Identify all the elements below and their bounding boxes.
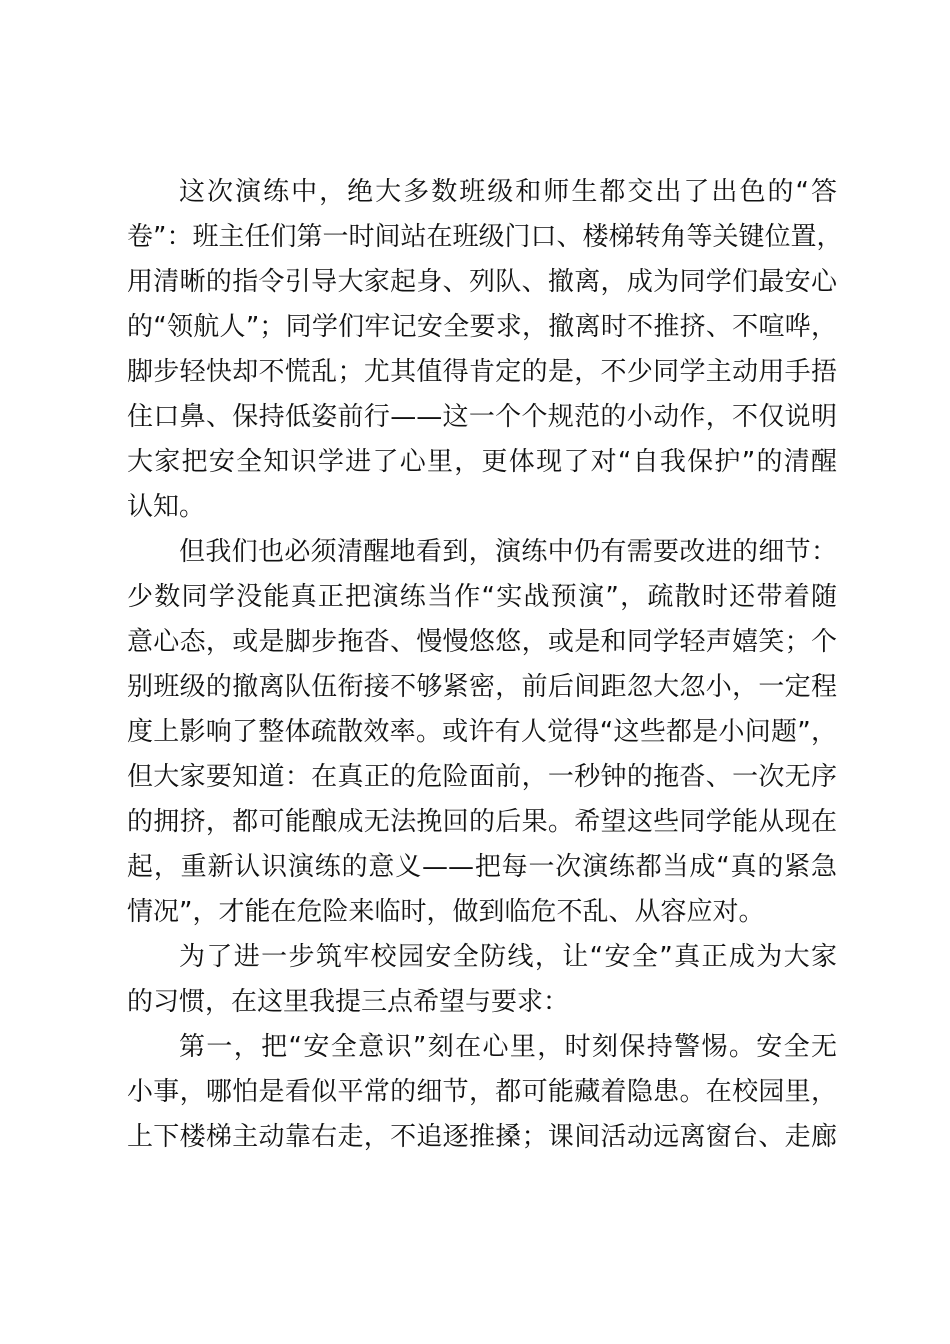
paragraph-4-line-1: 第一，把“安全意识”刻在心里，时刻保持警惕。安全无	[179, 1032, 837, 1062]
paragraph-1-line-2: 卷”：班主任们第一时间站在班级门口、楼梯转角等关键位置，	[127, 222, 843, 252]
paragraph-4-line-2: 小事，哪怕是看似平常的细节，都可能藏着隐患。在校园里，	[127, 1077, 837, 1107]
paragraph-1-line-5: 脚步轻快却不慌乱；尤其值得肯定的是，不少同学主动用手捂	[127, 357, 837, 387]
paragraph-1-line-7: 大家把安全知识学进了心里，更体现了对“自我保护”的清醒	[127, 447, 837, 477]
paragraph-4-line-3: 上下楼梯主动靠右走，不追逐推搡；课间活动远离窗台、走廊	[127, 1122, 837, 1152]
paragraph-1-line-4: 的“领航人”；同学们牢记安全要求，撤离时不推挤、不喧哗，	[127, 312, 837, 342]
paragraph-2-line-2: 少数同学没能真正把演练当作“实战预演”，疏散时还带着随	[127, 582, 837, 612]
paragraph-3-line-2: 的习惯，在这里我提三点希望与要求：	[127, 987, 570, 1017]
paragraph-2-line-6: 但大家要知道：在真正的危险面前，一秒钟的拖沓、一次无序	[127, 762, 837, 792]
paragraph-2-line-5: 度上影响了整体疏散效率。或许有人觉得“这些都是小问题”，	[127, 717, 837, 747]
paragraph-1-line-3: 用清晰的指令引导大家起身、列队、撤离，成为同学们最安心	[127, 267, 837, 297]
paragraph-2-line-4: 别班级的撤离队伍衔接不够紧密，前后间距忽大忽小，一定程	[127, 672, 837, 702]
paragraph-2-line-7: 的拥挤，都可能酿成无法挽回的后果。希望这些同学能从现在	[127, 807, 837, 837]
paragraph-1-line-8: 认知。	[127, 492, 206, 522]
paragraph-1-line-1: 这次演练中，绝大多数班级和师生都交出了出色的“答	[179, 177, 837, 207]
paragraph-3-line-1: 为了进一步筑牢校园安全防线，让“安全”真正成为大家	[179, 942, 837, 972]
paragraph-1-line-6: 住口鼻、保持低姿前行——这一个个规范的小动作，不仅说明	[127, 402, 837, 432]
paragraph-2-line-1: 但我们也必须清醒地看到，演练中仍有需要改进的细节：	[179, 537, 837, 567]
paragraph-2-line-3: 意心态，或是脚步拖沓、慢慢悠悠，或是和同学轻声嬉笑；个	[127, 627, 837, 657]
document-body	[127, 170, 843, 1160]
paragraph-2-line-9: 情况”，才能在危险来临时，做到临危不乱、从容应对。	[127, 897, 765, 927]
paragraph-2-line-8: 起，重新认识演练的意义——把每一次演练都当成“真的紧急	[127, 852, 837, 882]
